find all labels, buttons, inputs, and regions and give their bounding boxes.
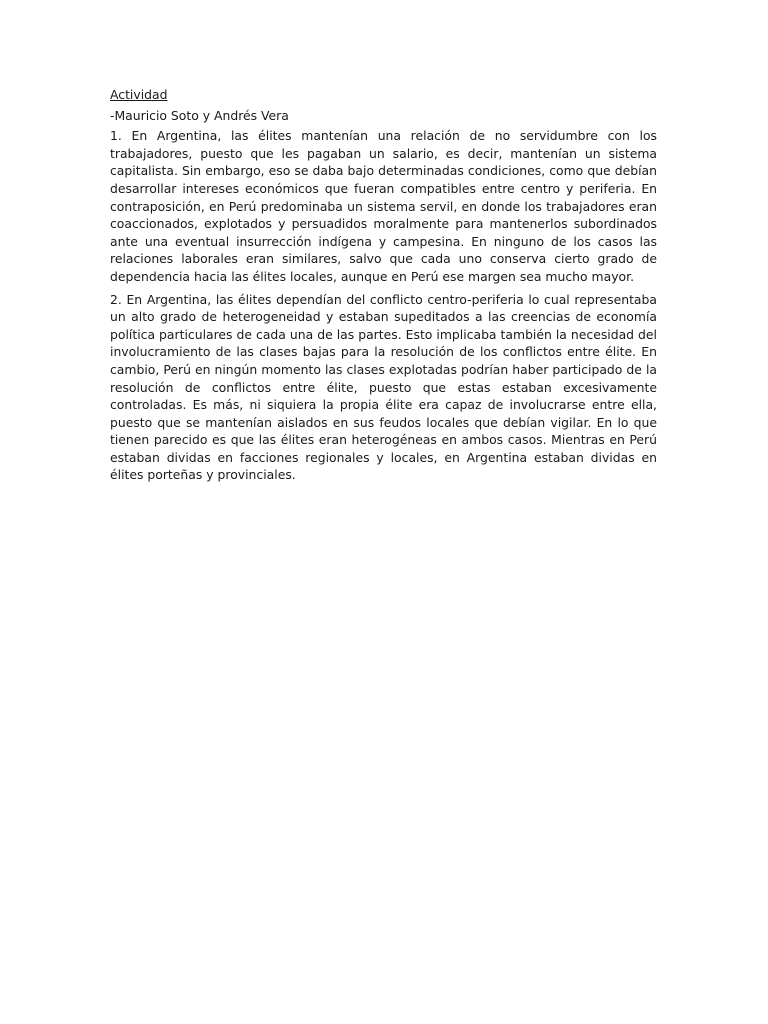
paragraph-1: 1. En Argentina, las élites mantenían una relación de no servidumbre con los trabajadores, puesto que les pagaban un salario, es decir, mantenían un sistema capitalista. Sin embargo, eso se daba bajo determinadas condiciones, como que debían desarrollar intereses económicos que fueran compatibles entre centro y periferia. En contraposición, en Perú predominaba un sistema servil, en donde los trabajadores eran coaccionados, explotados y persuadidos moralmente para mantenerlos subordinados ante una eventual insurrección indígena y campesina. En ninguno de los casos las relaciones laborales eran similares, salvo que cada uno conserva cierto grado de dependencia hacia las élites locales, aunque en Perú ese margen sea mucho mayor. [110, 128, 657, 284]
document-title: Actividad [110, 87, 168, 102]
document-authors: -Mauricio Soto y Andrés Vera [110, 107, 289, 123]
document-body [110, 86, 657, 489]
paragraph-2: 2. En Argentina, las élites dependían del conflicto centro-periferia lo cual representaba un alto grado de heterogeneidad y estaban supeditados a las creencias de economía política particulares de cada una de las partes. Esto implicaba también la necesidad del involucramiento de las clases bajas para la resolución de los conflictos entre élite. En cambio, Perú en ningún momento las clases explotadas podrían haber participado de la resolución de conflictos entre élite, puesto que estas estaban excesivamente controladas. Es más, ni siquiera la propia élite era capaz de involucrarse entre ella, puesto que se mantenían aislados en sus feudos locales que debían vigilar. En lo que tienen parecido es que las élites eran heterogéneas en ambos casos. Mientras en Perú estaban dividas en facciones regionales y locales, en Argentina estaban dividas en élites porteñas y provinciales. [110, 291, 657, 483]
